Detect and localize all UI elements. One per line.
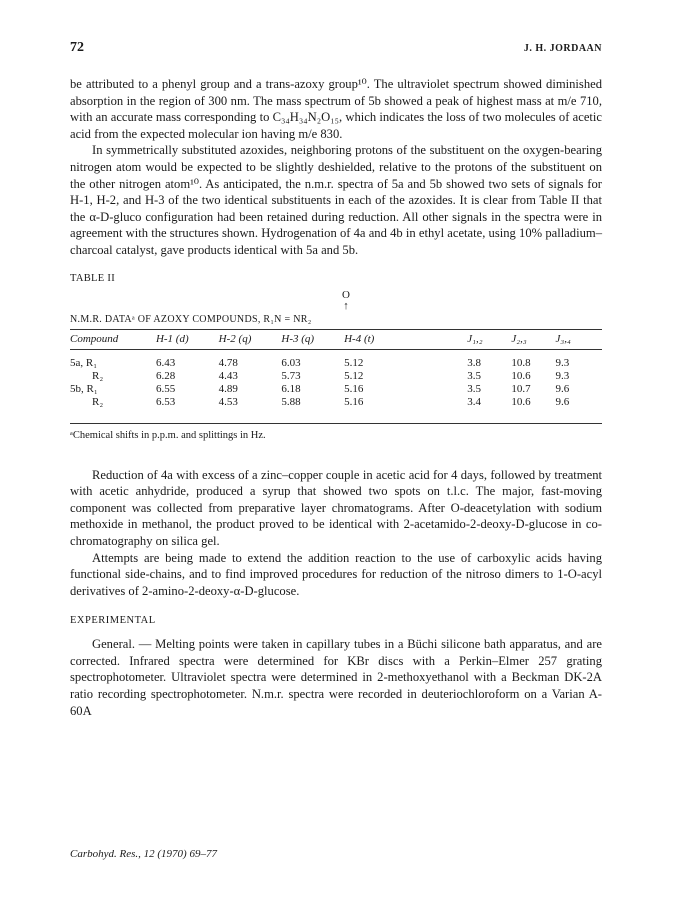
page-number: 72 — [70, 40, 84, 55]
col-j23: J₂,₃ — [511, 332, 527, 345]
paragraph-1: be attributed to a phenyl group and a trans-azoxy group¹⁰. The ultraviolet spectrum showed diminished absorption in the region of 300 nm. The mass spectrum of 5b showed a peak of highest mass at m/e 710, with an accurate mass corresponding to C₃₄H₃₄N₂O₁₅, which indicates the loss of two molecules of acetic acid from the expected molecular ion having m/e 830. — [70, 77, 602, 141]
azoxy-oxygen-label: O — [342, 288, 350, 301]
table-row: 5a, R₁ 6.43 4.78 6.03 5.12 3.8 10.8 9.3 — [70, 356, 570, 369]
section-heading-experimental: EXPERIMENTAL — [70, 615, 156, 627]
col-j34: J₃,₄ — [555, 332, 571, 345]
col-h4: H-4 (t) — [344, 332, 375, 345]
page-header — [70, 40, 602, 62]
table-row: R₂ 6.53 4.53 5.88 5.16 3.4 10.6 9.6 — [92, 395, 570, 408]
table-title: TABLE II — [70, 272, 116, 284]
azoxy-oxygen — [70, 290, 602, 312]
table-row: 5b, R₁ 6.55 4.89 6.18 5.16 3.5 10.7 9.6 — [70, 382, 570, 395]
table-row: R₂ 6.28 4.43 5.73 5.12 3.5 10.6 9.3 — [92, 369, 570, 382]
col-h1: H-1 (d) — [155, 332, 189, 345]
journal-page — [70, 40, 602, 719]
col-j12: J₁,₂ — [467, 332, 483, 345]
nmr-table — [70, 330, 602, 423]
table-bottom-rule — [70, 423, 602, 424]
paragraph-general: General. — Melting points were taken in capillary tubes in a Büchi silicone bath apparatus, and are corrected. Infrared spectra were determined for KBr discs with a Perkin–Elmer 257 grating spectrophotometer. Ultraviolet spectra were determined in 2-methoxyethanol with a Beckman DK-2A ratio recording spectrophotometer. N.m.r. spectra were recorded in deuteriochloroform on a Varian A-60A — [70, 637, 602, 718]
col-compound: Compound — [70, 332, 119, 345]
journal-citation: Carbohyd. Res., 12 (1970) 69–77 — [70, 848, 217, 860]
table-header-row — [70, 330, 602, 350]
paragraph-4: Attempts are being made to extend the addition reaction to the use of carboxylic acids having functional side-chains, and to find improved procedures for reduction of the nitroso dimers to 1-O-acyl derivatives of 2-amino-2-deoxy-α-D-glucose. — [70, 550, 602, 598]
col-h3: H-3 (q) — [281, 332, 315, 345]
running-head: J. H. JORDAAN — [523, 43, 602, 54]
paragraph-3: Reduction of 4a with excess of a zinc–copper couple in acetic acid for 4 days, followed by treatment with acetic anhydride, produced a syrup that showed two spots on t.l.c. The major, fast-moving component was collected from preparative layer chromatograms. After O-deacetylation with sodium methoxide in methanol, the product proved to be identical with 2-acetamido-2-deoxy-D-glucose in co-chromatography on silica gel. — [70, 467, 602, 548]
paragraph-2: In symmetrically substituted azoxides, neighboring protons of the substituent on the oxygen-bearing nitrogen atom would be expected to be slightly deshielded, relative to the protons of the substituent on the other nitrogen atom¹⁰. As anticipated, the n.m.r. spectra of 5a and 5b showed two sets of signals for H-1, H-2, and H-3 of the two identical substituents in each of the azoxides. It is clear from Table II that the α-D-gluco configuration had been retained during reduction. All other signals in the spectra were in agreement with the structures shown. Hydrogenation of 4a and 4b in ethyl acetate, using 10% palladium–charcoal catalyst, gave products identical with 5a and 5b. — [70, 143, 602, 257]
col-h2: H-2 (q) — [218, 332, 252, 345]
table-footnote: ᵃChemical shifts in p.p.m. and splittings in Hz. — [70, 429, 266, 441]
table-caption: N.M.R. DATAᵃ OF AZOXY COMPOUNDS, R₁N = NR₂ — [70, 313, 312, 325]
azoxy-arrow-icon: ↑ — [343, 299, 349, 312]
